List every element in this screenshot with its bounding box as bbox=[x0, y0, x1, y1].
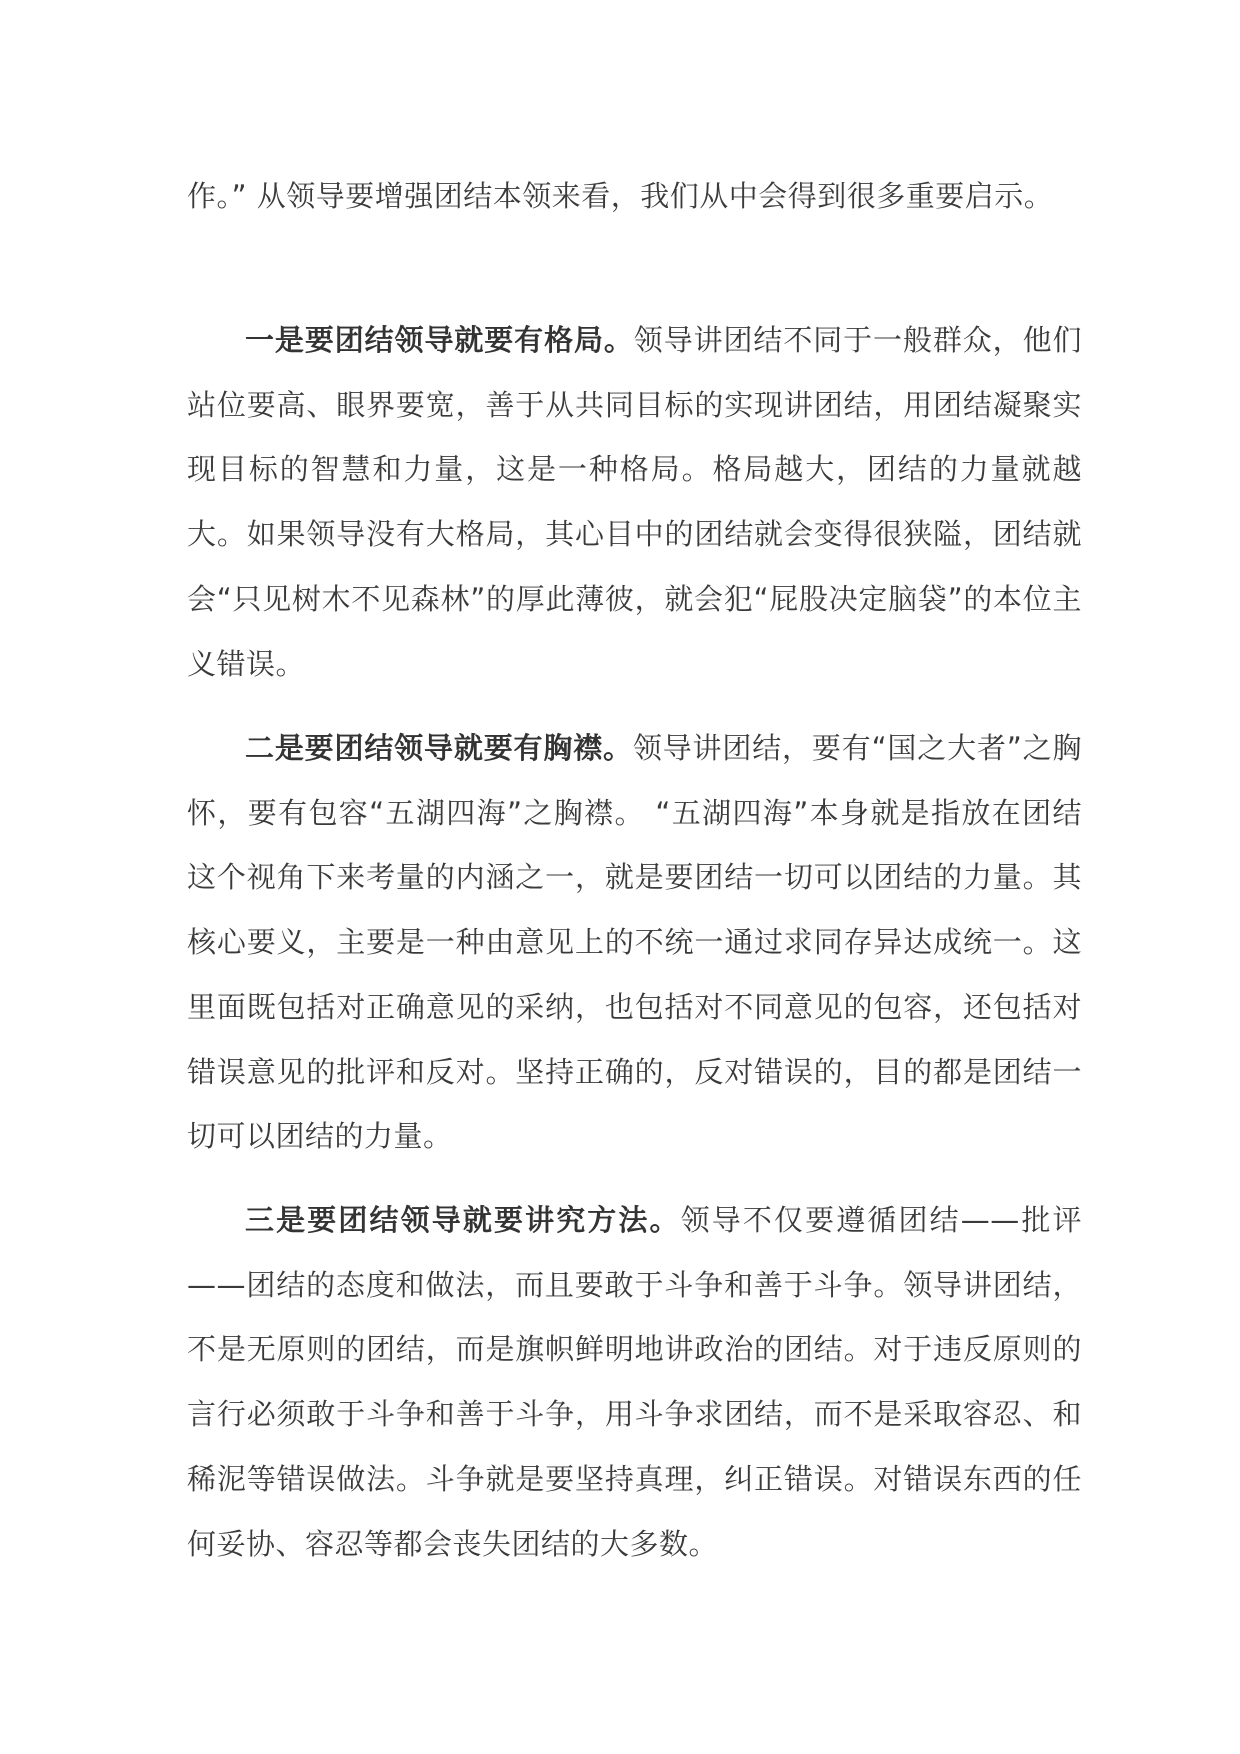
paragraph-lead-heading: 一是要团结领导就要有格局。 bbox=[245, 323, 634, 357]
paragraph-body-text: 领导讲团结，要有“国之大者”之胸怀，要有包容“五湖四海”之胸襟。 “五湖四海”本身就是指放在团结这个视角下来考量的内涵之一，就是要团结一切可以团结的力量。其核心要义，主要是一种由意见上的不统一通过求同存异达成统一。这里面既包括对正确意见的采纳，也包括对不同意见的包容，还包括对错误意见的批评和反对。坚持正确的，反对错误的，目的都是团结一切可以团结的力量。 bbox=[187, 731, 1082, 1154]
paragraph-body-text: 领导讲团结不同于一般群众，他们站位要高、眼界要宽，善于从共同目标的实现讲团结，用团结凝聚实现目标的智慧和力量，这是一种格局。格局越大，团结的力量就越大。如果领导没有大格局，其心目中的团结就会变得很狭隘，团结就会“只见树木不见森林”的厚此薄彼，就会犯“屁股决定脑袋”的本位主义错误。 bbox=[187, 323, 1082, 681]
paragraph-body-text: 领导不仅要遵循团结——批评——团结的态度和做法，而且要敢于斗争和善于斗争。领导讲团结，不是无原则的团结，而是旗帜鲜明地讲政治的团结。对于违反原则的言行必须敢于斗争和善于斗争，用斗争求团结，而不是采取容忍、和稀泥等错误做法。斗争就是要坚持真理，纠正错误。对错误东西的任何妥协、容忍等都会丧失团结的大多数。 bbox=[187, 1203, 1082, 1561]
paragraph-lead-heading: 三是要团结领导就要讲究方法。 bbox=[245, 1203, 681, 1237]
paragraph-pattern bbox=[187, 308, 1082, 696]
paragraph-lead-heading: 二是要团结领导就要有胸襟。 bbox=[245, 731, 633, 765]
intro-continuation-text: 作。” 从领导要增强团结本领来看，我们从中会得到很多重要启示。 bbox=[187, 179, 1054, 213]
paragraph-method bbox=[187, 1188, 1082, 1576]
paragraph-broad-mind bbox=[187, 716, 1082, 1169]
